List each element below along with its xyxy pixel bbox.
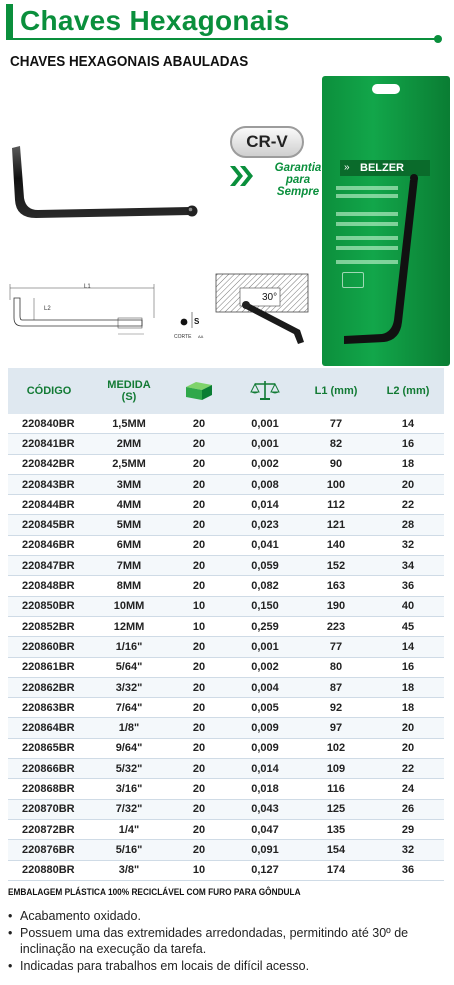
l1-label: L1 bbox=[84, 284, 91, 290]
cell-l1: 87 bbox=[300, 677, 372, 697]
cell-quantity: 20 bbox=[168, 576, 230, 596]
cell-medida: 7/32" bbox=[90, 799, 168, 819]
cell-quantity: 10 bbox=[168, 616, 230, 636]
cell-medida: 8MM bbox=[90, 576, 168, 596]
cell-weight: 0,259 bbox=[230, 616, 300, 636]
cell-l2: 14 bbox=[372, 637, 444, 657]
cell-codigo: 220842BR bbox=[8, 454, 90, 474]
cell-l2: 28 bbox=[372, 515, 444, 535]
cell-l2: 18 bbox=[372, 677, 444, 697]
cell-weight: 0,018 bbox=[230, 779, 300, 799]
hex-key-image bbox=[4, 140, 204, 230]
product-package bbox=[322, 76, 450, 366]
cell-quantity: 20 bbox=[168, 759, 230, 779]
cell-quantity: 20 bbox=[168, 535, 230, 555]
scale-icon bbox=[250, 379, 280, 401]
table-row bbox=[8, 596, 444, 616]
cell-weight: 0,005 bbox=[230, 698, 300, 718]
table-row bbox=[8, 515, 444, 535]
table-row bbox=[8, 657, 444, 677]
cell-medida: 10MM bbox=[90, 596, 168, 616]
col-header-quantity bbox=[168, 368, 230, 414]
table-row bbox=[8, 434, 444, 454]
table-row bbox=[8, 616, 444, 636]
header-dot bbox=[434, 35, 442, 43]
cell-l1: 112 bbox=[300, 495, 372, 515]
cell-quantity: 20 bbox=[168, 698, 230, 718]
dimension-drawing bbox=[4, 280, 164, 350]
package-hanger-hole bbox=[372, 84, 400, 94]
angle-label: 30° bbox=[262, 292, 278, 303]
package-brand: BELZER bbox=[340, 160, 430, 176]
cell-medida: 3/32" bbox=[90, 677, 168, 697]
cell-l1: 77 bbox=[300, 637, 372, 657]
cell-weight: 0,082 bbox=[230, 576, 300, 596]
cell-quantity: 20 bbox=[168, 414, 230, 434]
s-label: S bbox=[194, 317, 200, 326]
header-accent-bar bbox=[6, 4, 13, 38]
cell-quantity: 10 bbox=[168, 596, 230, 616]
product-table bbox=[8, 368, 444, 881]
cell-codigo: 220868BR bbox=[8, 779, 90, 799]
cell-quantity: 20 bbox=[168, 819, 230, 839]
table-row bbox=[8, 535, 444, 555]
cell-quantity: 20 bbox=[168, 556, 230, 576]
cell-l2: 34 bbox=[372, 556, 444, 576]
cell-l2: 32 bbox=[372, 840, 444, 860]
table-row bbox=[8, 759, 444, 779]
cell-weight: 0,150 bbox=[230, 596, 300, 616]
l2-label: L2 bbox=[44, 306, 51, 312]
cell-l1: 90 bbox=[300, 454, 372, 474]
cell-codigo: 220846BR bbox=[8, 535, 90, 555]
corte-label: CORTE bbox=[174, 334, 192, 340]
cell-medida: 1/8" bbox=[90, 718, 168, 738]
cell-codigo: 220863BR bbox=[8, 698, 90, 718]
cell-weight: 0,041 bbox=[230, 535, 300, 555]
cell-l1: 80 bbox=[300, 657, 372, 677]
table-row bbox=[8, 718, 444, 738]
packaging-note: EMBALAGEM PLÁSTICA 100% RECICLÁVEL COM FURO PARA GÔNDULA bbox=[8, 887, 301, 897]
cell-l1: 116 bbox=[300, 779, 372, 799]
cell-medida: 1/16" bbox=[90, 637, 168, 657]
cell-weight: 0,002 bbox=[230, 657, 300, 677]
cell-codigo: 220865BR bbox=[8, 738, 90, 758]
medida-line2: (S) bbox=[121, 391, 137, 403]
cell-l2: 32 bbox=[372, 535, 444, 555]
cell-codigo: 220845BR bbox=[8, 515, 90, 535]
cell-weight: 0,014 bbox=[230, 495, 300, 515]
cell-codigo: 220864BR bbox=[8, 718, 90, 738]
cell-weight: 0,008 bbox=[230, 474, 300, 494]
cell-l1: 121 bbox=[300, 515, 372, 535]
cell-l2: 26 bbox=[372, 799, 444, 819]
cell-quantity: 20 bbox=[168, 515, 230, 535]
cell-l1: 152 bbox=[300, 556, 372, 576]
cell-l2: 24 bbox=[372, 779, 444, 799]
table-row bbox=[8, 495, 444, 515]
cell-quantity: 10 bbox=[168, 860, 230, 880]
cell-l2: 20 bbox=[372, 718, 444, 738]
table-row bbox=[8, 556, 444, 576]
angle-illustration bbox=[210, 270, 314, 350]
table-row bbox=[8, 698, 444, 718]
package-hex-key bbox=[332, 172, 442, 362]
cell-weight: 0,004 bbox=[230, 677, 300, 697]
cell-codigo: 220860BR bbox=[8, 637, 90, 657]
cell-l1: 109 bbox=[300, 759, 372, 779]
cell-weight: 0,009 bbox=[230, 738, 300, 758]
header-underline bbox=[6, 38, 436, 40]
cell-medida: 5/64" bbox=[90, 657, 168, 677]
cell-quantity: 20 bbox=[168, 718, 230, 738]
warranty-line2: para bbox=[285, 174, 311, 186]
cell-weight: 0,091 bbox=[230, 840, 300, 860]
medida-line1: MEDIDA bbox=[107, 379, 151, 391]
cell-l2: 22 bbox=[372, 759, 444, 779]
cell-codigo: 220880BR bbox=[8, 860, 90, 880]
cell-weight: 0,009 bbox=[230, 718, 300, 738]
cell-l1: 174 bbox=[300, 860, 372, 880]
recycle-icon bbox=[342, 272, 364, 288]
cell-l1: 163 bbox=[300, 576, 372, 596]
cell-medida: 7/64" bbox=[90, 698, 168, 718]
feature-item: • Acabamento oxidado. bbox=[8, 908, 448, 924]
cell-weight: 0,059 bbox=[230, 556, 300, 576]
page-title: Chaves Hexagonais bbox=[20, 5, 290, 36]
cell-l1: 140 bbox=[300, 535, 372, 555]
table-row bbox=[8, 860, 444, 880]
table-row bbox=[8, 474, 444, 494]
cell-weight: 0,023 bbox=[230, 515, 300, 535]
cell-codigo: 220872BR bbox=[8, 819, 90, 839]
cell-l1: 82 bbox=[300, 434, 372, 454]
cell-medida: 5/16" bbox=[90, 840, 168, 860]
cell-medida: 12MM bbox=[90, 616, 168, 636]
cell-quantity: 20 bbox=[168, 657, 230, 677]
col-header-l2: L2 (mm) bbox=[372, 368, 444, 414]
cell-medida: 5MM bbox=[90, 515, 168, 535]
cell-medida: 1,5MM bbox=[90, 414, 168, 434]
table-row bbox=[8, 819, 444, 839]
cell-l2: 36 bbox=[372, 860, 444, 880]
cell-codigo: 220840BR bbox=[8, 414, 90, 434]
cell-medida: 6MM bbox=[90, 535, 168, 555]
cell-medida: 3/16" bbox=[90, 779, 168, 799]
cell-l2: 20 bbox=[372, 474, 444, 494]
cell-quantity: 20 bbox=[168, 677, 230, 697]
cell-quantity: 20 bbox=[168, 799, 230, 819]
cell-quantity: 20 bbox=[168, 637, 230, 657]
table-row bbox=[8, 576, 444, 596]
cell-medida: 9/64" bbox=[90, 738, 168, 758]
cell-medida: 1/4" bbox=[90, 819, 168, 839]
cell-quantity: 20 bbox=[168, 474, 230, 494]
cell-weight: 0,043 bbox=[230, 799, 300, 819]
warranty-line3: Sempre bbox=[276, 186, 320, 198]
feature-item: • Indicadas para trabalhos em locais de difícil acesso. bbox=[8, 958, 448, 974]
table-row bbox=[8, 840, 444, 860]
cell-l1: 125 bbox=[300, 799, 372, 819]
cell-l2: 45 bbox=[372, 616, 444, 636]
cell-codigo: 220844BR bbox=[8, 495, 90, 515]
warranty-line1: Garantia bbox=[274, 162, 322, 174]
cell-medida: 5/32" bbox=[90, 759, 168, 779]
cell-medida: 3/8" bbox=[90, 860, 168, 880]
cell-l1: 223 bbox=[300, 616, 372, 636]
cell-l1: 100 bbox=[300, 474, 372, 494]
table-row bbox=[8, 779, 444, 799]
cell-l2: 16 bbox=[372, 657, 444, 677]
cell-l2: 16 bbox=[372, 434, 444, 454]
cell-quantity: 20 bbox=[168, 840, 230, 860]
cell-l1: 102 bbox=[300, 738, 372, 758]
cell-medida: 7MM bbox=[90, 556, 168, 576]
cell-l1: 190 bbox=[300, 596, 372, 616]
cell-codigo: 220866BR bbox=[8, 759, 90, 779]
feature-list bbox=[8, 908, 448, 975]
cell-weight: 0,001 bbox=[230, 434, 300, 454]
cell-l1: 92 bbox=[300, 698, 372, 718]
cell-quantity: 20 bbox=[168, 779, 230, 799]
cell-weight: 0,127 bbox=[230, 860, 300, 880]
table-row bbox=[8, 738, 444, 758]
double-chevron-icon bbox=[228, 164, 256, 188]
cell-codigo: 220843BR bbox=[8, 474, 90, 494]
cell-l1: 135 bbox=[300, 819, 372, 839]
col-header-codigo: CÓDIGO bbox=[8, 368, 90, 414]
feature-item: • Possuem uma das extremidades arredondadas, permitindo até 30º de inclinação na execução da tarefa. bbox=[8, 925, 448, 957]
cell-l2: 20 bbox=[372, 738, 444, 758]
table-header-row bbox=[8, 368, 444, 414]
table-row bbox=[8, 454, 444, 474]
cell-quantity: 20 bbox=[168, 738, 230, 758]
cell-medida: 3MM bbox=[90, 474, 168, 494]
crv-badge: CR-V bbox=[230, 126, 304, 158]
box-icon bbox=[184, 379, 214, 401]
cell-l1: 77 bbox=[300, 414, 372, 434]
cell-l2: 18 bbox=[372, 454, 444, 474]
cell-weight: 0,002 bbox=[230, 454, 300, 474]
cell-medida: 4MM bbox=[90, 495, 168, 515]
cell-medida: 2MM bbox=[90, 434, 168, 454]
cell-quantity: 20 bbox=[168, 454, 230, 474]
cell-medida: 2,5MM bbox=[90, 454, 168, 474]
cell-codigo: 220841BR bbox=[8, 434, 90, 454]
cell-codigo: 220861BR bbox=[8, 657, 90, 677]
section-subtitle: CHAVES HEXAGONAIS ABAULADAS bbox=[10, 54, 249, 70]
cell-codigo: 220848BR bbox=[8, 576, 90, 596]
table-row bbox=[8, 677, 444, 697]
cell-l2: 40 bbox=[372, 596, 444, 616]
corte-diagram bbox=[172, 306, 212, 342]
cell-codigo: 220850BR bbox=[8, 596, 90, 616]
cell-l2: 29 bbox=[372, 819, 444, 839]
cell-codigo: 220870BR bbox=[8, 799, 90, 819]
cell-codigo: 220876BR bbox=[8, 840, 90, 860]
table-row bbox=[8, 414, 444, 434]
col-header-medida bbox=[90, 368, 168, 414]
cell-quantity: 20 bbox=[168, 434, 230, 454]
cell-codigo: 220847BR bbox=[8, 556, 90, 576]
cell-l2: 22 bbox=[372, 495, 444, 515]
brand-chevron-icon: » bbox=[344, 162, 350, 173]
cell-l2: 36 bbox=[372, 576, 444, 596]
cell-l1: 154 bbox=[300, 840, 372, 860]
cell-codigo: 220852BR bbox=[8, 616, 90, 636]
cell-weight: 0,001 bbox=[230, 637, 300, 657]
cell-weight: 0,014 bbox=[230, 759, 300, 779]
col-header-l1: L1 (mm) bbox=[300, 368, 372, 414]
cell-l2: 18 bbox=[372, 698, 444, 718]
cell-codigo: 220862BR bbox=[8, 677, 90, 697]
table-row bbox=[8, 637, 444, 657]
cell-l2: 14 bbox=[372, 414, 444, 434]
cell-weight: 0,047 bbox=[230, 819, 300, 839]
cell-weight: 0,001 bbox=[230, 414, 300, 434]
corte-suffix: AA bbox=[198, 334, 204, 339]
page-header bbox=[0, 0, 454, 44]
table-row bbox=[8, 799, 444, 819]
cell-quantity: 20 bbox=[168, 495, 230, 515]
cell-l1: 97 bbox=[300, 718, 372, 738]
col-header-weight bbox=[230, 368, 300, 414]
